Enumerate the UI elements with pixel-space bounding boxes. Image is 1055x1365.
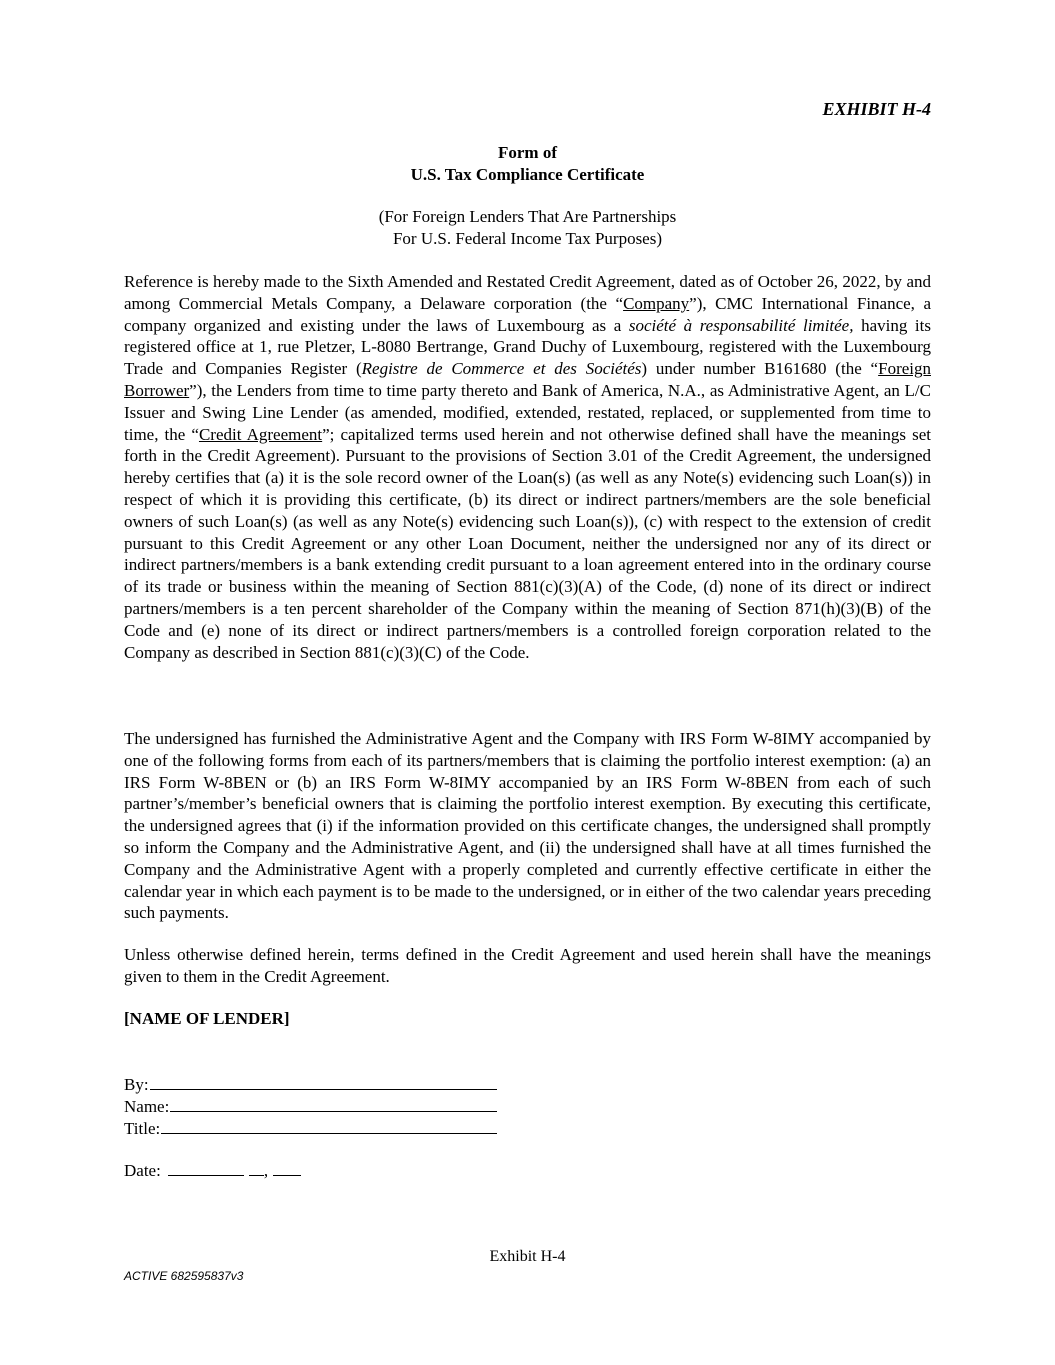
defined-term-company: Company	[623, 293, 690, 313]
date-year-blank[interactable]	[273, 1158, 301, 1176]
title-field-line[interactable]	[161, 1116, 497, 1134]
p1-italic-entity-type: société à responsabilité limitée,	[628, 315, 854, 335]
signature-title-row	[124, 1116, 497, 1138]
signature-block	[124, 1072, 497, 1138]
reference-paragraph	[124, 271, 931, 663]
exhibit-tag: EXHIBIT H-4	[822, 99, 931, 119]
document-subtitle	[0, 206, 1055, 250]
document-title	[0, 142, 1055, 186]
p1-text-4: ) under number B161680 (the “	[641, 359, 879, 379]
signature-name-row	[124, 1094, 497, 1116]
defined-term-credit-agreement: Credit Agreement	[198, 424, 323, 444]
p1-text-5: ”), the Lenders from time to time party thereto and Bank of America, N.A., as Administrative Agent, an L/C Issuer and Swing Line Lender (as amended, modified, extended, restated, replaced, or supplemented from time to time, the “	[124, 380, 931, 444]
name-label: Name:	[124, 1097, 170, 1116]
p1-text-3: having its registered office at 1, rue Pletzer, L-8080 Bertrange, Grand Duchy of Luxembourg, registered with the Luxembourg Trade and Companies Register (	[124, 315, 931, 379]
date-separator: ,	[263, 1161, 269, 1180]
title-label: Title:	[124, 1119, 161, 1138]
date-month-blank[interactable]	[168, 1158, 244, 1176]
name-field-line[interactable]	[170, 1094, 497, 1112]
by-signature-line[interactable]	[150, 1072, 497, 1090]
title-line-2: U.S. Tax Compliance Certificate	[410, 165, 645, 184]
signature-by-row	[124, 1072, 497, 1094]
title-line-1: Form of	[497, 143, 557, 162]
p1-text-2: ”), CMC International Finance, a company organized and existing under the laws of Luxembourg as a	[124, 293, 931, 335]
lender-name-placeholder: [NAME OF LENDER]	[124, 1009, 290, 1028]
date-label: Date:	[124, 1161, 161, 1180]
definitions-paragraph: Unless otherwise defined herein, terms defined in the Credit Agreement and used herein shall have the meanings given to them in the Credit Agreement.	[124, 945, 931, 986]
p1-text-1: Reference is hereby made to the Sixth Amended and Restated Credit Agreement, dated as of October 26, 2022, by and among Commercial Metals Company, a Delaware corporation (the “	[124, 272, 931, 313]
footer-document-id: ACTIVE 682595837v3	[124, 1269, 244, 1283]
subtitle-line-1: (For Foreign Lenders That Are Partnerships	[378, 207, 677, 226]
date-day-blank[interactable]	[249, 1158, 264, 1176]
footer-page-label: Exhibit H-4	[489, 1248, 566, 1265]
by-label: By:	[124, 1075, 149, 1094]
defined-term-foreign-borrower: Foreign Borrower	[124, 359, 931, 400]
p1-text-6: ”; capitalized terms used herein and not otherwise defined shall have the meanings set forth in the Credit Agreement). Pursuant to the provisions of Section 3.01 of the Credit Agreement, the undersigned hereby certifies that (a) it is the sole record owner of the Loan(s) (as well as any Note(s) evidencing such Loan(s)) in respect of which it is providing this certificate, (b) its direct or indirect partners/members are the sole beneficial owners of such Loan(s) (as well as any Note(s) evidencing such Loan(s)), (c) with respect to the extension of credit pursuant to this Credit Agreement or any other Loan Document, neither the undersigned nor any of its direct or indirect partners/members is a bank extending credit pursuant to a loan agreement entered into in the ordinary course of its trade or business within the meaning of Section 881(c)(3)(A) of the Code, (d) none of its direct or indirect partners/members is a ten percent shareholder of the Company within the meaning of Section 871(h)(3)(B) of the Code and (e) none of its direct or indirect partners/members is a controlled foreign corporation related to the Company as described in Section 881(c)(3)(C) of the Code.	[124, 424, 931, 662]
subtitle-line-2: For U.S. Federal Income Tax Purposes)	[392, 229, 663, 248]
p1-italic-register: Registre de Commerce et des Sociétés	[361, 359, 642, 379]
date-row	[124, 1158, 301, 1182]
forms-paragraph: The undersigned has furnished the Administrative Agent and the Company with IRS Form W-8IMY accompanied by one of the following forms from each of its partners/members that is claiming the portfolio interest exemption: (a) an IRS Form W-8BEN or (b) an IRS Form W-8IMY accompanied by an IRS Form W-8BEN from each of such partner’s/member’s beneficial owners that is claiming the portfolio interest exemption. By executing this certificate, the undersigned agrees that (i) if the information provided on this certificate changes, the undersigned shall promptly so inform the Company and the Administrative Agent, and (ii) the undersigned shall have at all times furnished the Company and the Administrative Agent with a properly completed and currently effective certificate in either the calendar year in which each payment is to be made to the undersigned, or in either of the two calendar years preceding such payments.	[124, 729, 931, 923]
